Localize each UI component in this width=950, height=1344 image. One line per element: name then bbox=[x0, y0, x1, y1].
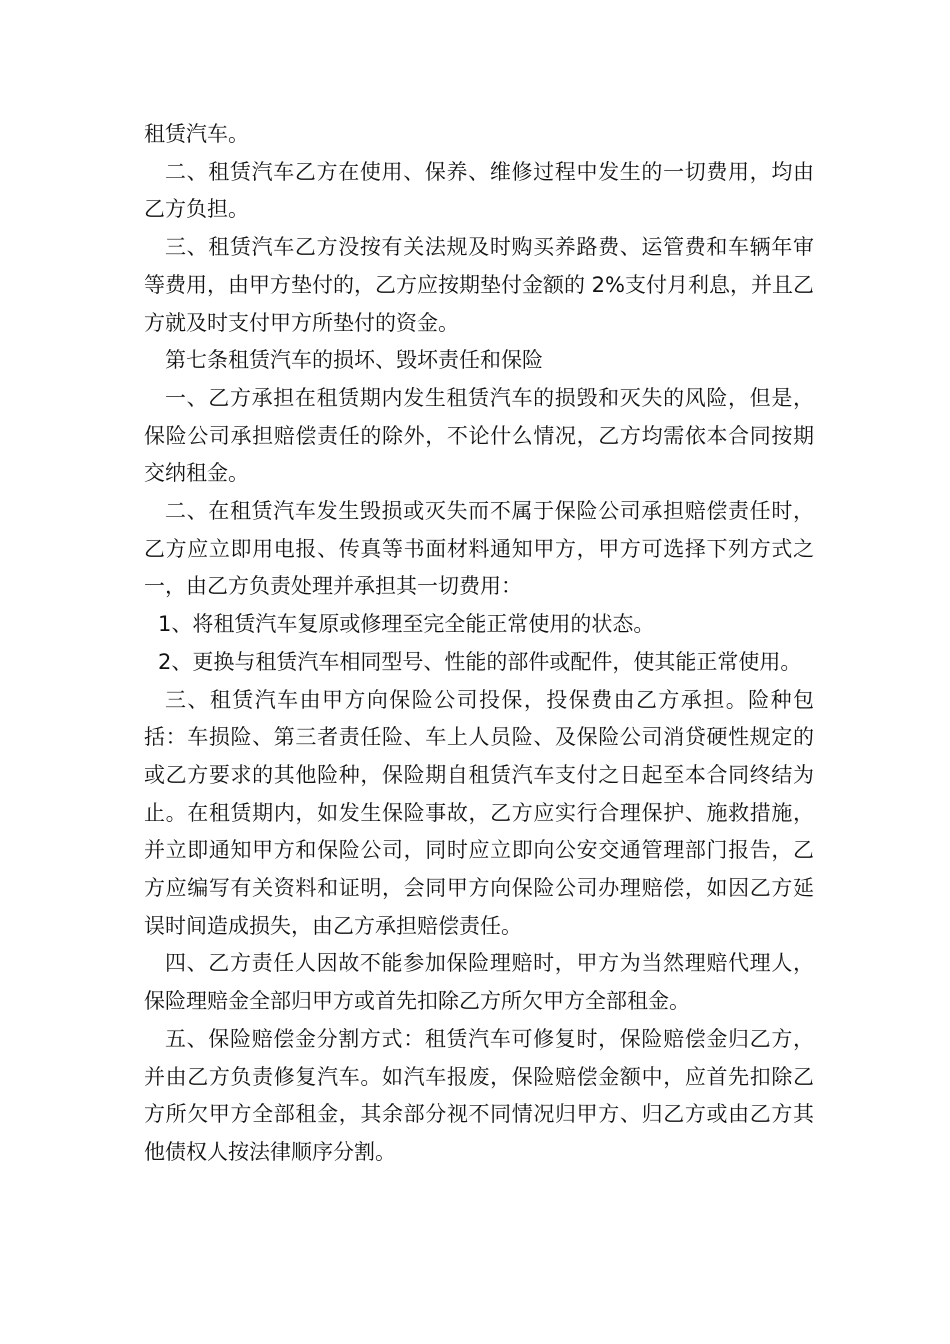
list-item-option-1: 1、将租赁汽车复原或修理至完全能正常使用的状态。 bbox=[158, 612, 655, 637]
paragraph-continuation: 租赁汽车。 bbox=[144, 122, 249, 146]
paragraph-clause-2: 二、租赁汽车乙方在使用、保养、维修过程中发生的一切费用，均由乙方负担。 bbox=[144, 159, 814, 222]
paragraph-article-7-clause-1: 一、乙方承担在租赁期内发生租赁汽车的损毁和灭失的风险，但是，保险公司承担赔偿责任的除外，不论什么情况，乙方均需依本合同按期交纳租金。 bbox=[144, 385, 814, 486]
list-item-option-2: 2、更换与租赁汽车相同型号、性能的部件或配件，使其能正常使用。 bbox=[158, 649, 802, 674]
paragraph-article-7-clause-4: 四、乙方责任人因故不能参加保险理赔时，甲方为当然理赔代理人，保险理赔金全部归甲方或首先扣除乙方所欠甲方全部租金。 bbox=[144, 951, 814, 1014]
paragraph-article-7-clause-5: 五、保险赔偿金分割方式：租赁汽车可修复时，保险赔偿金归乙方，并由乙方负责修复汽车。如汽车报废，保险赔偿金额中，应首先扣除乙方所欠甲方全部租金，其余部分视不同情况归甲方、归乙方或由乙方其他债权人按法律顺序分割。 bbox=[144, 1026, 814, 1164]
section-heading-article-7: 第七条租赁汽车的损坏、毁坏责任和保险 bbox=[165, 348, 543, 373]
paragraph-article-7-clause-3: 三、租赁汽车由甲方向保险公司投保，投保费由乙方承担。险种包括：车损险、第三者责任险、车上人员险、及保险公司消贷硬性规定的或乙方要求的其他险种，保险期自租赁汽车支付之日起至本合同终结为止。在租赁期内，如发生保险事故，乙方应实行合理保护、施救措施，并立即通知甲方和保险公司，同时应立即向公安交通管理部门报告，乙方应编写有关资料和证明，会同甲方向保险公司办理赔偿，如因乙方延误时间造成损失，由乙方承担赔偿责任。 bbox=[144, 687, 814, 938]
document-body bbox=[144, 116, 814, 1172]
paragraph-clause-3: 三、租赁汽车乙方没按有关法规及时购买养路费、运管费和车辆年审等费用，由甲方垫付的，乙方应按期垫付金额的 2%支付月利息，并且乙方就及时支付甲方所垫付的资金。 bbox=[144, 235, 814, 335]
paragraph-article-7-clause-2: 二、在租赁汽车发生毁损或灭失而不属于保险公司承担赔偿责任时，乙方应立即用电报、传真等书面材料通知甲方，甲方可选择下列方式之一，由乙方负责处理并承担其一切费用： bbox=[144, 499, 814, 599]
